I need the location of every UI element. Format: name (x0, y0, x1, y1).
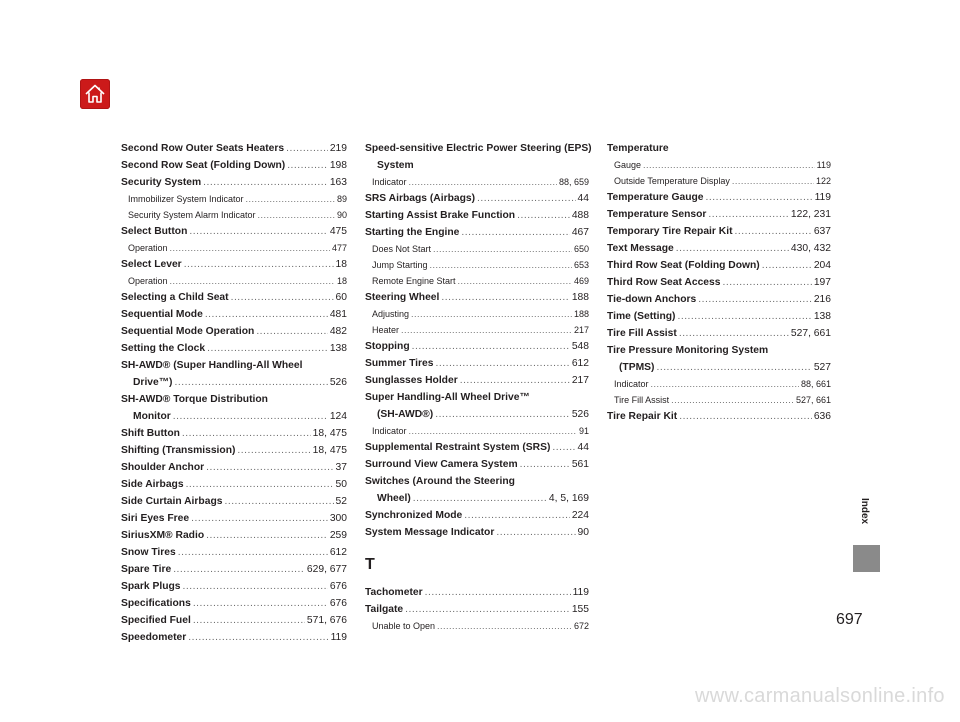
index-entry[interactable] (121, 157, 347, 174)
index-entry-pages[interactable]: 197 (813, 277, 831, 288)
index-entry-term: Tailgate (365, 604, 404, 615)
index-entry[interactable] (365, 601, 589, 618)
index-entry[interactable] (121, 544, 347, 561)
index-entry-term: Remote Engine Start (372, 276, 456, 286)
index-entry-pages[interactable]: 119 (572, 587, 589, 598)
index-entry[interactable] (365, 584, 589, 601)
index-entry-term: (SH-AWD®) (377, 409, 434, 420)
index-subentry[interactable] (121, 191, 347, 207)
index-entry-term: (TPMS) (619, 362, 655, 373)
index-subentry[interactable] (121, 207, 347, 223)
leader-dots (206, 527, 328, 544)
index-entry-term: Selecting a Child Seat (121, 292, 229, 303)
index-entry-term: Temporary Tire Repair Kit (607, 226, 733, 237)
index-entry[interactable] (607, 274, 831, 291)
index-side-label-text: Index (859, 498, 870, 525)
index-entry-pages[interactable]: 60 (335, 292, 347, 303)
index-entry-term-line1: SH-AWD® Torque Distribution (121, 394, 268, 405)
index-entry-term: Third Row Seat Access (607, 277, 721, 288)
index-entry-term: Unable to Open (372, 621, 436, 631)
index-entry[interactable] (607, 206, 831, 223)
index-entry[interactable] (121, 612, 347, 629)
index-entry-pages[interactable]: 526 (571, 409, 589, 420)
leader-dots (762, 257, 812, 274)
leader-dots (413, 490, 547, 507)
leader-dots (496, 524, 575, 541)
index-entry[interactable] (607, 325, 831, 342)
leader-dots (679, 408, 812, 425)
index-entry-term: Sequential Mode (121, 309, 203, 320)
index-entry-pages[interactable]: 88, 659 (558, 177, 589, 187)
index-entry[interactable] (365, 389, 589, 423)
section-letter-heading: T (365, 556, 375, 573)
index-subentry[interactable] (365, 257, 589, 273)
index-entry-term: Heater (372, 325, 400, 335)
index-entry-term: Gauge (614, 160, 642, 170)
index-entry-term: Spare Tire (121, 564, 172, 575)
index-entry-term: Shift Button (121, 428, 180, 439)
leader-dots (676, 240, 789, 257)
leader-dots (436, 355, 570, 372)
index-entry-pages[interactable]: 629, 677 (306, 564, 347, 575)
index-entry-term: Synchronized Mode (365, 510, 463, 521)
leader-dots (237, 442, 310, 459)
index-subentry[interactable] (365, 306, 589, 322)
index-entry-term: Select Button (121, 226, 188, 237)
leader-dots (677, 308, 811, 325)
index-entry-pages[interactable]: 637 (813, 226, 831, 237)
index-entry-term: Text Message (607, 243, 674, 254)
index-entry-term: Indicator (372, 177, 407, 187)
index-entry[interactable] (121, 391, 347, 425)
index-entry-pages[interactable]: 676 (329, 598, 347, 609)
leader-dots (441, 289, 569, 306)
index-entry[interactable] (607, 140, 831, 157)
leader-dots (671, 392, 794, 408)
index-column-1 (121, 140, 347, 646)
leader-dots (191, 510, 328, 527)
index-entry-term-line1: SH-AWD® (Super Handling-All Wheel (121, 360, 303, 371)
home-icon (83, 82, 107, 106)
leader-dots (188, 629, 328, 646)
index-entry-pages[interactable]: 90 (336, 210, 347, 220)
index-entry-pages[interactable]: 481 (329, 309, 347, 320)
index-entry-term-line1: Super Handling-All Wheel Drive™ (365, 392, 530, 403)
index-subentry[interactable] (365, 618, 589, 634)
index-entry-pages[interactable]: 163 (329, 177, 347, 188)
index-entry-term: Speedometer (121, 632, 187, 643)
index-entry-term: Temperature (607, 143, 669, 154)
index-entry-term: Indicator (614, 379, 649, 389)
leader-dots (231, 289, 334, 306)
index-entry-pages[interactable]: 204 (813, 260, 831, 271)
index-entry-pages[interactable]: 612 (329, 547, 347, 558)
index-entry-pages[interactable]: 50 (335, 479, 347, 490)
index-entry-pages[interactable]: 488 (571, 210, 589, 221)
index-entry-term: Surround View Camera System (365, 459, 518, 470)
index-entry-term: Operation (128, 276, 168, 286)
index-entry[interactable] (121, 223, 347, 240)
index-entry-pages[interactable]: 571, 676 (306, 615, 347, 626)
index-entry[interactable] (365, 507, 589, 524)
index-entry[interactable] (121, 357, 347, 391)
index-entry[interactable] (121, 493, 347, 510)
index-entry-term: Third Row Seat (Folding Down) (607, 260, 760, 271)
leader-dots (205, 306, 328, 323)
index-entry[interactable] (365, 190, 589, 207)
index-entry-term: Snow Tires (121, 547, 176, 558)
leader-dots (186, 476, 334, 493)
leader-dots (409, 423, 577, 439)
index-entry[interactable] (365, 207, 589, 224)
index-entry-term: Operation (128, 243, 168, 253)
index-subentry[interactable] (365, 174, 589, 190)
index-entry-pages[interactable]: 122 (815, 176, 831, 186)
index-entry[interactable] (365, 289, 589, 306)
index-entry-pages[interactable]: 44 (577, 193, 589, 204)
leader-dots (723, 274, 812, 291)
index-subentry[interactable] (365, 423, 589, 439)
leader-dots (643, 157, 815, 173)
leader-dots (430, 257, 572, 273)
index-entry[interactable] (607, 291, 831, 308)
index-entry-pages[interactable]: 18 (335, 259, 347, 270)
leader-dots (708, 206, 789, 223)
index-entry-pages[interactable]: 37 (335, 462, 347, 473)
leader-dots (170, 273, 335, 289)
leader-dots (656, 359, 811, 376)
index-entry-term: Tire Fill Assist (614, 395, 670, 405)
index-column-2 (365, 140, 592, 634)
leader-dots (698, 291, 812, 308)
index-entry-term: Monitor (133, 411, 171, 422)
index-entry-pages[interactable]: 653 (573, 260, 589, 270)
index-entry[interactable] (365, 355, 589, 372)
index-subentry[interactable] (607, 392, 831, 408)
index-entry-pages[interactable]: 217 (573, 325, 589, 335)
index-entry-term: Setting the Clock (121, 343, 206, 354)
index-entry[interactable] (121, 340, 347, 357)
index-entry-term: Side Airbags (121, 479, 184, 490)
index-entry[interactable] (365, 372, 589, 389)
index-entry-term: Temperature Gauge (607, 192, 704, 203)
index-entry-pages[interactable]: 88, 661 (800, 379, 831, 389)
leader-dots (173, 561, 305, 578)
index-entry[interactable] (121, 561, 347, 578)
index-entry-term: SiriusXM® Radio (121, 530, 205, 541)
index-entry-pages[interactable]: 548 (571, 341, 589, 352)
index-subentry[interactable] (365, 322, 589, 338)
leader-dots (552, 439, 575, 456)
index-entry-pages[interactable]: 527 (813, 362, 831, 373)
index-entry-pages[interactable]: 138 (813, 311, 831, 322)
index-entry-pages[interactable]: 155 (571, 604, 589, 615)
leader-dots (170, 240, 330, 256)
index-entry-term: Summer Tires (365, 358, 434, 369)
index-entry-term: Jump Starting (372, 260, 428, 270)
index-side-tab[interactable] (853, 545, 880, 572)
leader-dots (435, 406, 570, 423)
index-entry[interactable] (365, 224, 589, 241)
index-entry-term: Sunglasses Holder (365, 375, 458, 386)
index-entry-term: Select Lever (121, 259, 182, 270)
leader-dots (193, 612, 305, 629)
index-entry[interactable] (607, 257, 831, 274)
leader-dots (409, 174, 557, 190)
index-entry-term: Side Curtain Airbags (121, 496, 223, 507)
index-entry[interactable] (607, 189, 831, 206)
leader-dots (425, 584, 571, 601)
index-entry-pages[interactable]: 217 (571, 375, 589, 386)
index-entry-term: Starting the Engine (365, 227, 460, 238)
index-entry-term: Immobilizer System Indicator (128, 194, 244, 204)
index-entry-pages[interactable]: 90 (577, 527, 589, 538)
leader-dots (246, 191, 335, 207)
index-entry-term: Time (Setting) (607, 311, 676, 322)
index-entry-term: Siri Eyes Free (121, 513, 190, 524)
index-entry-term: Spark Plugs (121, 581, 181, 592)
index-entry-term: Specified Fuel (121, 615, 191, 626)
index-entry-pages[interactable]: 4, 5, 169 (548, 493, 589, 504)
index-entry-pages[interactable]: 526 (329, 377, 347, 388)
index-entry-pages[interactable]: 219 (329, 143, 347, 154)
index-entry-pages[interactable]: 52 (335, 496, 347, 507)
index-entry-term: Tachometer (365, 587, 423, 598)
leader-dots (517, 207, 570, 224)
leader-dots (460, 372, 570, 389)
index-entry[interactable] (121, 306, 347, 323)
leader-dots (520, 456, 570, 473)
index-entry-term: Stopping (365, 341, 410, 352)
index-entry-pages[interactable]: 612 (571, 358, 589, 369)
leader-dots (193, 595, 328, 612)
index-entry-pages[interactable]: 138 (329, 343, 347, 354)
index-entry-term: Outside Temperature Display (614, 176, 730, 186)
index-entry[interactable] (365, 338, 589, 355)
index-entry-pages[interactable]: 89 (336, 194, 347, 204)
index-entry-term: Sequential Mode Operation (121, 326, 255, 337)
leader-dots (679, 325, 789, 342)
index-entry-term: Drive™) (133, 377, 173, 388)
index-entry[interactable] (607, 342, 831, 376)
index-entry-term: System Message Indicator (365, 527, 495, 538)
leader-dots (173, 408, 328, 425)
index-entry[interactable] (607, 240, 831, 257)
leader-dots (207, 340, 328, 357)
index-entry-term: Supplemental Restraint System (SRS) (365, 442, 551, 453)
index-entry-pages[interactable]: 650 (573, 244, 589, 254)
leader-dots (256, 323, 328, 340)
leader-dots (464, 507, 570, 524)
index-entry-pages[interactable]: 91 (578, 426, 589, 436)
index-entry-pages[interactable]: 18 (336, 276, 347, 286)
index-column-3 (607, 140, 831, 425)
leader-dots (286, 140, 328, 157)
index-entry-term: Specifications (121, 598, 191, 609)
index-entry[interactable] (121, 595, 347, 612)
leader-dots (287, 157, 328, 174)
home-button[interactable] (80, 79, 110, 109)
leader-dots (706, 189, 813, 206)
index-entry-term: Starting Assist Brake Function (365, 210, 516, 221)
leader-dots (178, 544, 328, 561)
index-entry-pages[interactable]: 44 (577, 442, 589, 453)
index-entry-pages[interactable]: 527, 661 (795, 395, 831, 405)
index-entry[interactable] (365, 473, 589, 507)
leader-dots (401, 322, 572, 338)
index-entry[interactable] (121, 140, 347, 157)
index-entry-pages[interactable]: 259 (329, 530, 347, 541)
leader-dots (203, 174, 328, 191)
index-entry-term: Temperature Sensor (607, 209, 707, 220)
leader-dots (458, 273, 572, 289)
leader-dots (411, 306, 572, 322)
index-entry[interactable] (121, 629, 347, 646)
index-entry-term: System (377, 160, 414, 171)
page-number: 697 (836, 611, 863, 628)
index-entry-pages[interactable]: 124 (329, 411, 347, 422)
index-subentry[interactable] (607, 157, 831, 173)
index-entry-pages[interactable]: 119 (814, 192, 831, 203)
index-entry-pages[interactable]: 119 (330, 632, 347, 643)
index-entry[interactable] (121, 174, 347, 191)
index-entry-pages[interactable]: 300 (329, 513, 347, 524)
index-entry-pages[interactable]: 467 (571, 227, 589, 238)
leader-dots (183, 578, 328, 595)
index-entry-pages[interactable]: 122, 231 (790, 209, 831, 220)
index-entry[interactable] (121, 442, 347, 459)
index-entry-term-line1: Switches (Around the Steering (365, 476, 515, 487)
index-entry-pages[interactable]: 672 (573, 621, 589, 631)
index-entry[interactable] (607, 308, 831, 325)
index-subentry[interactable] (607, 173, 831, 189)
index-entry[interactable] (121, 527, 347, 544)
index-entry[interactable] (365, 140, 592, 174)
index-entry-term: Tie-down Anchors (607, 294, 697, 305)
index-entry-pages[interactable]: 475 (329, 226, 347, 237)
leader-dots (651, 376, 799, 392)
leader-dots (433, 241, 572, 257)
index-entry-term: SRS Airbags (Airbags) (365, 193, 476, 204)
index-entry-pages[interactable]: 482 (329, 326, 347, 337)
index-entry-pages[interactable]: 676 (329, 581, 347, 592)
index-subentry[interactable] (607, 376, 831, 392)
index-entry[interactable] (121, 476, 347, 493)
leader-dots (735, 223, 812, 240)
leader-dots (182, 425, 311, 442)
leader-dots (405, 601, 570, 618)
index-entry-pages[interactable]: 188 (573, 309, 589, 319)
leader-dots (437, 618, 572, 634)
index-entry-term-line1: Speed-sensitive Electric Power Steering (EPS) (365, 143, 592, 154)
index-subentry[interactable] (365, 241, 589, 257)
index-entry-pages[interactable]: 18, 475 (312, 428, 347, 439)
leader-dots (184, 256, 334, 273)
index-entry-pages[interactable]: 198 (329, 160, 347, 171)
watermark: www.carmanualsonline.info (695, 685, 945, 707)
index-entry-term: Security System (121, 177, 202, 188)
leader-dots (224, 493, 333, 510)
index-entry-term: Security System Alarm Indicator (128, 210, 256, 220)
index-entry[interactable] (365, 439, 589, 456)
index-entry-pages[interactable]: 477 (331, 243, 347, 253)
index-entry-term: Tire Repair Kit (607, 411, 678, 422)
index-entry[interactable] (607, 408, 831, 425)
index-entry[interactable] (365, 456, 589, 473)
leader-dots (258, 207, 335, 223)
index-entry-term: Steering Wheel (365, 292, 440, 303)
index-entry-term: Tire Fill Assist (607, 328, 677, 339)
index-entry-term-line1: Tire Pressure Monitoring System (607, 345, 769, 356)
index-entry[interactable] (121, 578, 347, 595)
index-entry-pages[interactable]: 527, 661 (790, 328, 831, 339)
index-entry-pages[interactable]: 216 (813, 294, 831, 305)
index-entry[interactable] (121, 510, 347, 527)
leader-dots (477, 190, 575, 207)
index-entry[interactable] (121, 425, 347, 442)
index-entry[interactable] (121, 323, 347, 340)
index-subentry[interactable] (121, 273, 347, 289)
index-entry[interactable] (121, 256, 347, 273)
index-entry-term: Indicator (372, 426, 407, 436)
index-subentry[interactable] (365, 273, 589, 289)
index-entry-term: Shoulder Anchor (121, 462, 205, 473)
index-entry-pages[interactable]: 561 (571, 459, 589, 470)
index-entry-term: Second Row Seat (Folding Down) (121, 160, 286, 171)
leader-dots (206, 459, 333, 476)
index-entry-pages[interactable]: 119 (816, 160, 831, 170)
index-entry[interactable] (121, 459, 347, 476)
index-entry-term: Does Not Start (372, 244, 432, 254)
leader-dots (189, 223, 327, 240)
leader-dots (412, 338, 570, 355)
leader-dots (461, 224, 569, 241)
index-entry-pages[interactable]: 224 (571, 510, 589, 521)
index-entry-pages[interactable]: 469 (573, 276, 589, 286)
index-entry[interactable] (121, 289, 347, 306)
index-entry-term: Second Row Outer Seats Heaters (121, 143, 285, 154)
index-entry-pages[interactable]: 188 (571, 292, 589, 303)
index-side-label (854, 498, 878, 538)
leader-dots (174, 374, 327, 391)
index-entry-pages[interactable]: 636 (813, 411, 831, 422)
index-subentry[interactable] (121, 240, 347, 256)
index-entry[interactable] (365, 524, 589, 541)
index-entry-term: Wheel) (377, 493, 411, 504)
index-entry-pages[interactable]: 430, 432 (790, 243, 831, 254)
leader-dots (732, 173, 814, 189)
index-entry-pages[interactable]: 18, 475 (312, 445, 347, 456)
index-entry-term: Shifting (Transmission) (121, 445, 236, 456)
index-entry-term: Adjusting (372, 309, 410, 319)
index-entry[interactable] (607, 223, 831, 240)
